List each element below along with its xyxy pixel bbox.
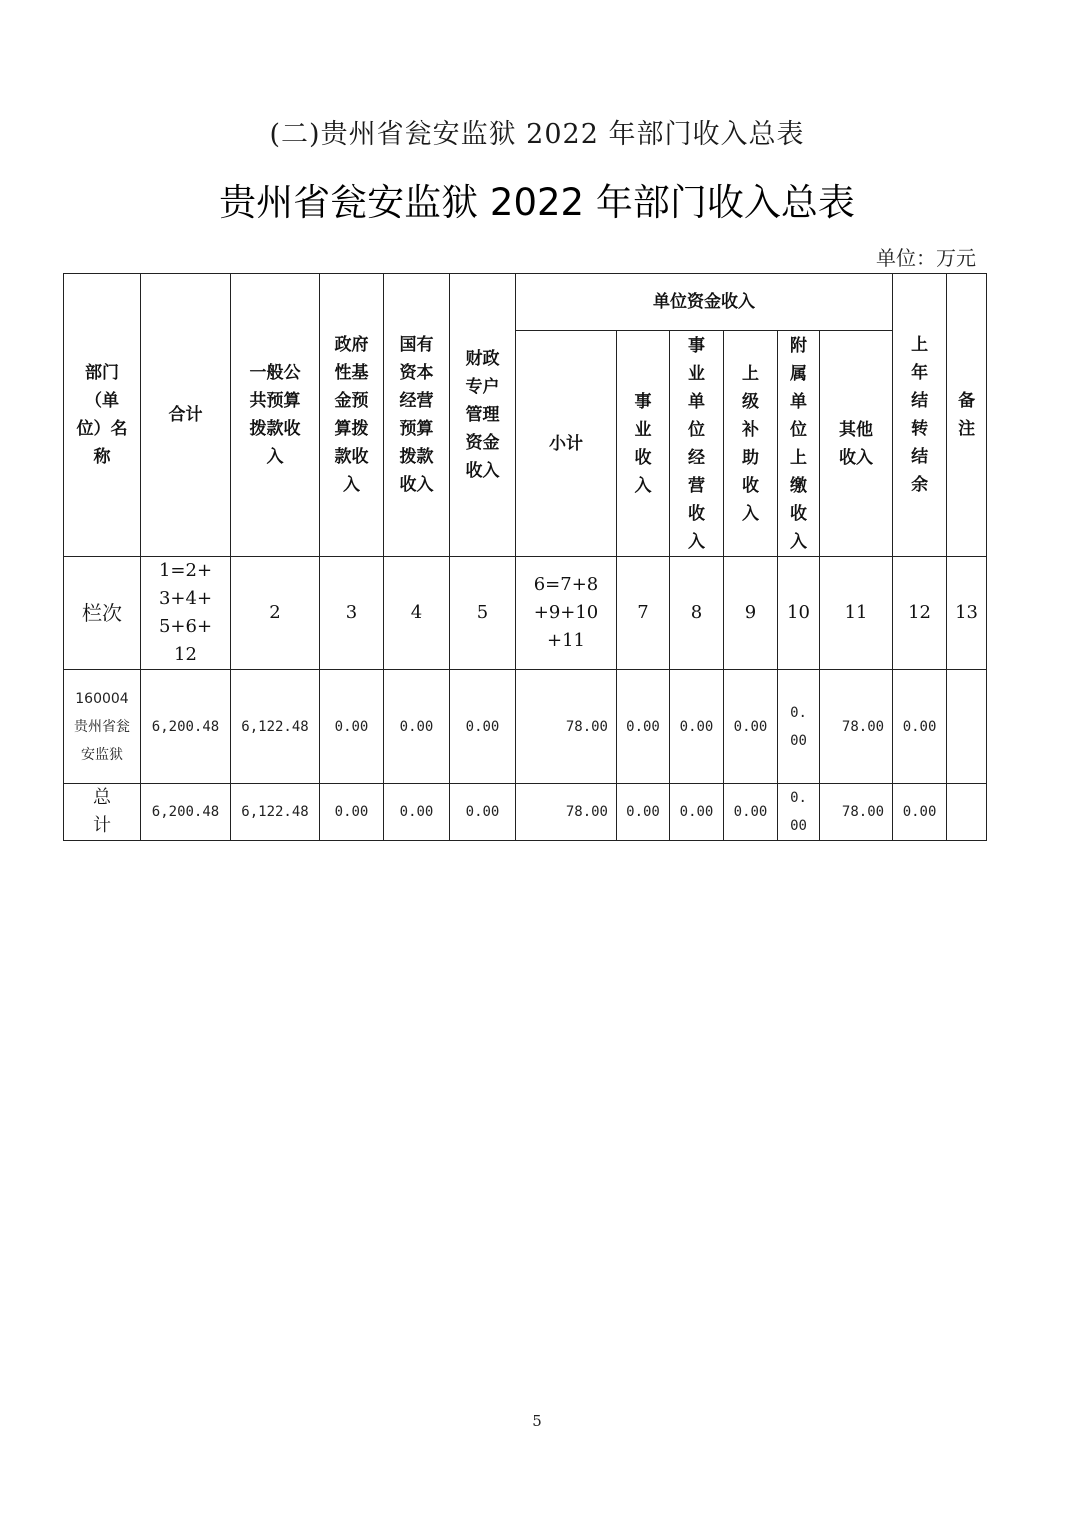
row-operating: 0.00 xyxy=(670,670,724,784)
row-general: 6,122.48 xyxy=(231,670,320,784)
row-total: 6,200.48 xyxy=(141,670,231,784)
serial-remark: 13 xyxy=(947,557,987,670)
header-superior xyxy=(724,331,778,557)
serial-affiliated: 10 xyxy=(778,557,820,670)
row-carryover: 0.00 xyxy=(893,670,947,784)
header-general xyxy=(231,274,320,557)
section-subtitle: (二)贵州省瓮安监狱 2022 年部门收入总表 xyxy=(269,119,805,150)
table-row xyxy=(64,670,987,784)
total-other: 78.00 xyxy=(820,784,893,841)
header-fiscal-special-text: 财政专户管理资金收入 xyxy=(465,349,500,481)
serial-label: 栏次 xyxy=(64,557,141,670)
row-superior: 0.00 xyxy=(724,670,778,784)
serial-other: 11 xyxy=(820,557,893,670)
header-unit-funds: 单位资金收入 xyxy=(516,274,893,331)
total-business: 0.00 xyxy=(617,784,670,841)
serial-fiscal-special: 5 xyxy=(450,557,516,670)
total-remark xyxy=(947,784,987,841)
row-business: 0.00 xyxy=(617,670,670,784)
unit-label: 单位：万元 xyxy=(876,246,976,270)
total-row xyxy=(64,784,987,841)
income-summary-table xyxy=(63,273,987,841)
serial-business: 7 xyxy=(617,557,670,670)
header-operating xyxy=(670,331,724,557)
total-name xyxy=(64,784,141,841)
serial-subtotal-text: 6=7+8+9+10+11 xyxy=(533,574,599,651)
total-state-capital: 0.00 xyxy=(384,784,450,841)
total-superior: 0.00 xyxy=(724,784,778,841)
header-other-text: 其他收入 xyxy=(839,419,874,468)
header-carryover-text: 上年结转结余 xyxy=(911,335,929,495)
total-gov-fund: 0.00 xyxy=(320,784,384,841)
serial-general: 2 xyxy=(231,557,320,670)
row-affiliated-text: 0.00 xyxy=(790,704,807,749)
total-total: 6,200.48 xyxy=(141,784,231,841)
header-state-capital-text: 国有资本经营预算拨款收入 xyxy=(399,335,434,495)
header-state-capital xyxy=(384,274,450,557)
header-remark-text: 备注 xyxy=(958,391,976,439)
serial-carryover: 12 xyxy=(893,557,947,670)
total-fiscal-special: 0.00 xyxy=(450,784,516,841)
header-superior-text: 上级补助收入 xyxy=(742,363,759,524)
header-dept-text: 部门（单位）名称 xyxy=(76,363,128,467)
row-state-capital: 0.00 xyxy=(384,670,450,784)
total-general: 6,122.48 xyxy=(231,784,320,841)
total-subtotal: 78.00 xyxy=(516,784,617,841)
row-subtotal: 78.00 xyxy=(516,670,617,784)
page-number: 5 xyxy=(532,1412,542,1430)
serial-operating: 8 xyxy=(670,557,724,670)
serial-total-text: 1=2+3+4+5+6+12 xyxy=(158,560,213,665)
header-dept xyxy=(64,274,141,557)
header-other xyxy=(820,331,893,557)
serial-total xyxy=(141,557,231,670)
total-affiliated xyxy=(778,784,820,841)
serial-superior: 9 xyxy=(724,557,778,670)
header-general-text: 一般公共预算拨款收入 xyxy=(249,363,301,467)
row-name-text: 160004贵州省瓮安监狱 xyxy=(74,690,130,763)
header-carryover xyxy=(893,274,947,557)
header-business xyxy=(617,331,670,557)
page-title: 贵州省瓮安监狱 2022 年部门收入总表 xyxy=(219,181,855,224)
header-gov-fund xyxy=(320,274,384,557)
serial-row xyxy=(64,557,987,670)
serial-gov-fund: 3 xyxy=(320,557,384,670)
total-carryover: 0.00 xyxy=(893,784,947,841)
row-remark xyxy=(947,670,987,784)
header-affiliated-text: 附属单位上缴收入 xyxy=(790,335,807,552)
header-gov-fund-text: 政府性基金预算拨款收入 xyxy=(334,335,369,495)
header-remark xyxy=(947,274,987,557)
total-name-text: 总计 xyxy=(93,787,111,836)
serial-subtotal xyxy=(516,557,617,670)
header-subtotal: 小计 xyxy=(516,331,617,557)
row-name xyxy=(64,670,141,784)
header-affiliated xyxy=(778,331,820,557)
header-total: 合计 xyxy=(141,274,231,557)
total-operating: 0.00 xyxy=(670,784,724,841)
header-business-text: 事业收入 xyxy=(634,391,652,496)
row-fiscal-special: 0.00 xyxy=(450,670,516,784)
header-fiscal-special xyxy=(450,274,516,557)
row-gov-fund: 0.00 xyxy=(320,670,384,784)
row-other: 78.00 xyxy=(820,670,893,784)
serial-state-capital: 4 xyxy=(384,557,450,670)
header-operating-text: 事业单位经营收入 xyxy=(688,335,705,552)
total-affiliated-text: 0.00 xyxy=(790,790,807,834)
row-affiliated xyxy=(778,670,820,784)
